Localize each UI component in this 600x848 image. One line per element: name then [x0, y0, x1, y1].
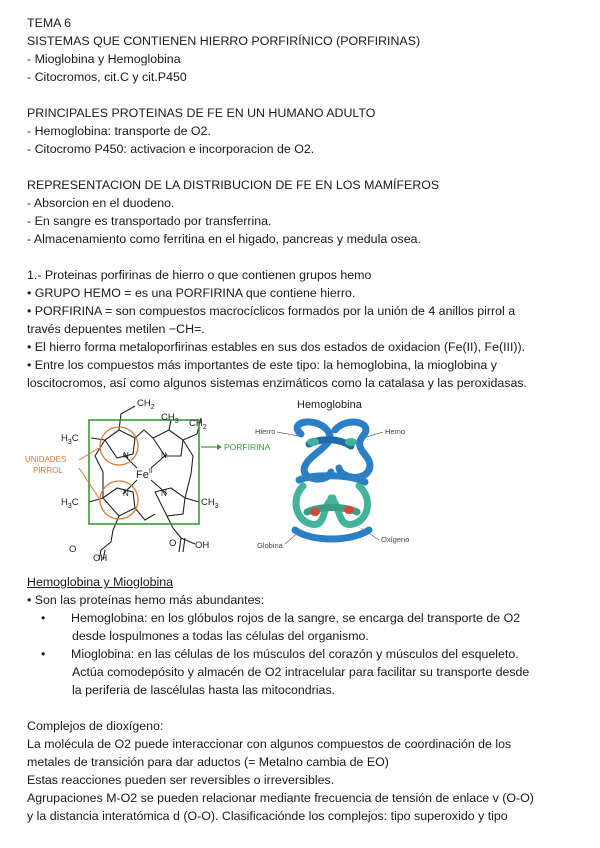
section-line: • Entre los compuestos más importantes de este tipo: la hemoglobina, la mioglobina y — [27, 358, 497, 372]
section-line: y la distancia interatómica d (O-O). Clasificaciónde los complejos: tipo superoxido y tipo — [27, 809, 508, 823]
section-line: loscitocromos, así como algunos sistemas enzimáticos como la catalasa y las peroxidasas. — [27, 376, 527, 390]
methyl-label: $H_3C$ — [61, 433, 79, 446]
methyl-label: $CH_3$ — [161, 412, 179, 425]
section-line: • GRUPO HEMO = es una PORFIRINA que contiene hierro. — [27, 286, 356, 300]
hydroxyl-label: OH — [93, 553, 108, 564]
pyrrole-circle — [100, 427, 138, 465]
porfirina-arrowhead — [217, 444, 222, 450]
vinyl-label: $CH_2$ — [137, 398, 155, 411]
list-item — [27, 609, 587, 627]
figures-row — [27, 394, 587, 564]
vinyl-label: $CH_2$ — [189, 418, 207, 431]
list-item: - Absorcion en el duodeno. — [27, 196, 175, 210]
carbonyl-label: O — [169, 538, 177, 549]
section-line: • Son las proteínas hemo más abundantes: — [27, 593, 265, 607]
globina-label: Globina — [257, 541, 283, 550]
list-item-continuation: Actúa comodepósito y almacén de O2 intracelular para facilitar su transporte desde — [72, 665, 530, 679]
porfirina-label: PORFIRINA — [224, 442, 271, 452]
list-item: - Mioglobina y Hemoglobina — [27, 52, 181, 66]
nitrogen-label: N — [123, 451, 129, 460]
protein-ribbons — [295, 422, 370, 539]
hydroxyl-label: OH — [195, 540, 210, 551]
methyl-label: $H_3C$ — [61, 497, 79, 510]
section-line: 1.- Proteinas porfirinas de hierro o que contienen grupos hemo — [27, 268, 372, 282]
iron-label: $Fe^{II}$ — [136, 468, 153, 481]
list-item — [27, 645, 587, 663]
section-line: través depuentes metilen −CH=. — [27, 322, 205, 336]
section-heading: Complejos de dioxígeno: — [27, 719, 164, 733]
list-item-text: Mioglobina: en las células de los músculos del corazón y músculos del esqueleto. — [71, 647, 519, 661]
section-line: • PORFIRINA = son compuestos macrocíclicos formados por la unión de 4 anillos pirrol a — [27, 304, 516, 318]
list-item: - En sangre es transportado por transferrina. — [27, 214, 272, 228]
topic-number: TEMA 6 — [27, 16, 72, 30]
section-heading: PRINCIPALES PROTEINAS DE FE EN UN HUMANO ADULTO — [27, 106, 376, 120]
porphyrin-skeleton — [89, 406, 201, 560]
nitrogen-label: N — [161, 451, 167, 460]
nitrogen-label: N — [123, 489, 129, 498]
section-line: metales de transición para dar aductos (= Metalno cambia de EO) — [27, 755, 389, 769]
section-heading: Hemoglobina y Mioglobina — [27, 575, 174, 589]
document-title: SISTEMAS QUE CONTIENEN HIERRO PORFIRÍNICO (PORFIRINAS) — [27, 34, 421, 48]
oxigeno-label: Oxígeno — [381, 535, 410, 544]
unidades-label: UNIDADES — [25, 455, 67, 464]
list-item-continuation: la periferia de lascélulas hasta las mitocondrias. — [72, 683, 336, 697]
list-item: - Citocromos, cit.C y cit.P450 — [27, 70, 187, 84]
list-item: - Almacenamiento como ferritina en el higado, pancreas y medula osea. — [27, 232, 421, 246]
section-line: • El hierro forma metaloporfirinas estables en sus dos estados de oxidacion (Fe(II), Fe(III)). — [27, 340, 526, 354]
list-item-continuation: desde lospulmones a todas las células del organismo. — [72, 629, 369, 643]
hemoglobin-title: Hemoglobina — [297, 399, 362, 411]
section-line: Estas reacciones pueden ser reversibles o irreversibles. — [27, 773, 335, 787]
carbonyl-label: O — [69, 544, 77, 555]
list-item: - Citocromo P450: activacion e incorporacion de O2. — [27, 142, 315, 156]
methyl-label: $CH_3$ — [201, 497, 219, 510]
hemo-label: Hemo — [385, 427, 406, 436]
section-line: La molécula de O2 puede interaccionar con algunos compuestos de coordinación de los — [27, 737, 512, 751]
pirrol-label: PIRROL — [33, 466, 63, 475]
list-item: - Hemoglobina: transporte de O2. — [27, 124, 211, 138]
list-item-text: Hemoglobina: en los glóbulos rojos de la sangre, se encarga del transporte de O2 — [71, 611, 521, 625]
pyrrole-circle — [100, 481, 138, 519]
hierro-label: Hierro — [255, 427, 276, 436]
section-line: Agrupaciones M-O2 se pueden relacionar mediante frecuencia de tensión de enlace v (O-O) — [27, 791, 534, 805]
hemoglobin-figure — [251, 394, 416, 564]
bullet: • — [41, 647, 46, 661]
nitrogen-label: N — [161, 489, 167, 498]
bullet: • — [41, 611, 46, 625]
section-heading: REPRESENTACION DE LA DISTRIBUCION DE FE EN LOS MAMÍFEROS — [27, 178, 440, 192]
document-page — [27, 14, 587, 825]
